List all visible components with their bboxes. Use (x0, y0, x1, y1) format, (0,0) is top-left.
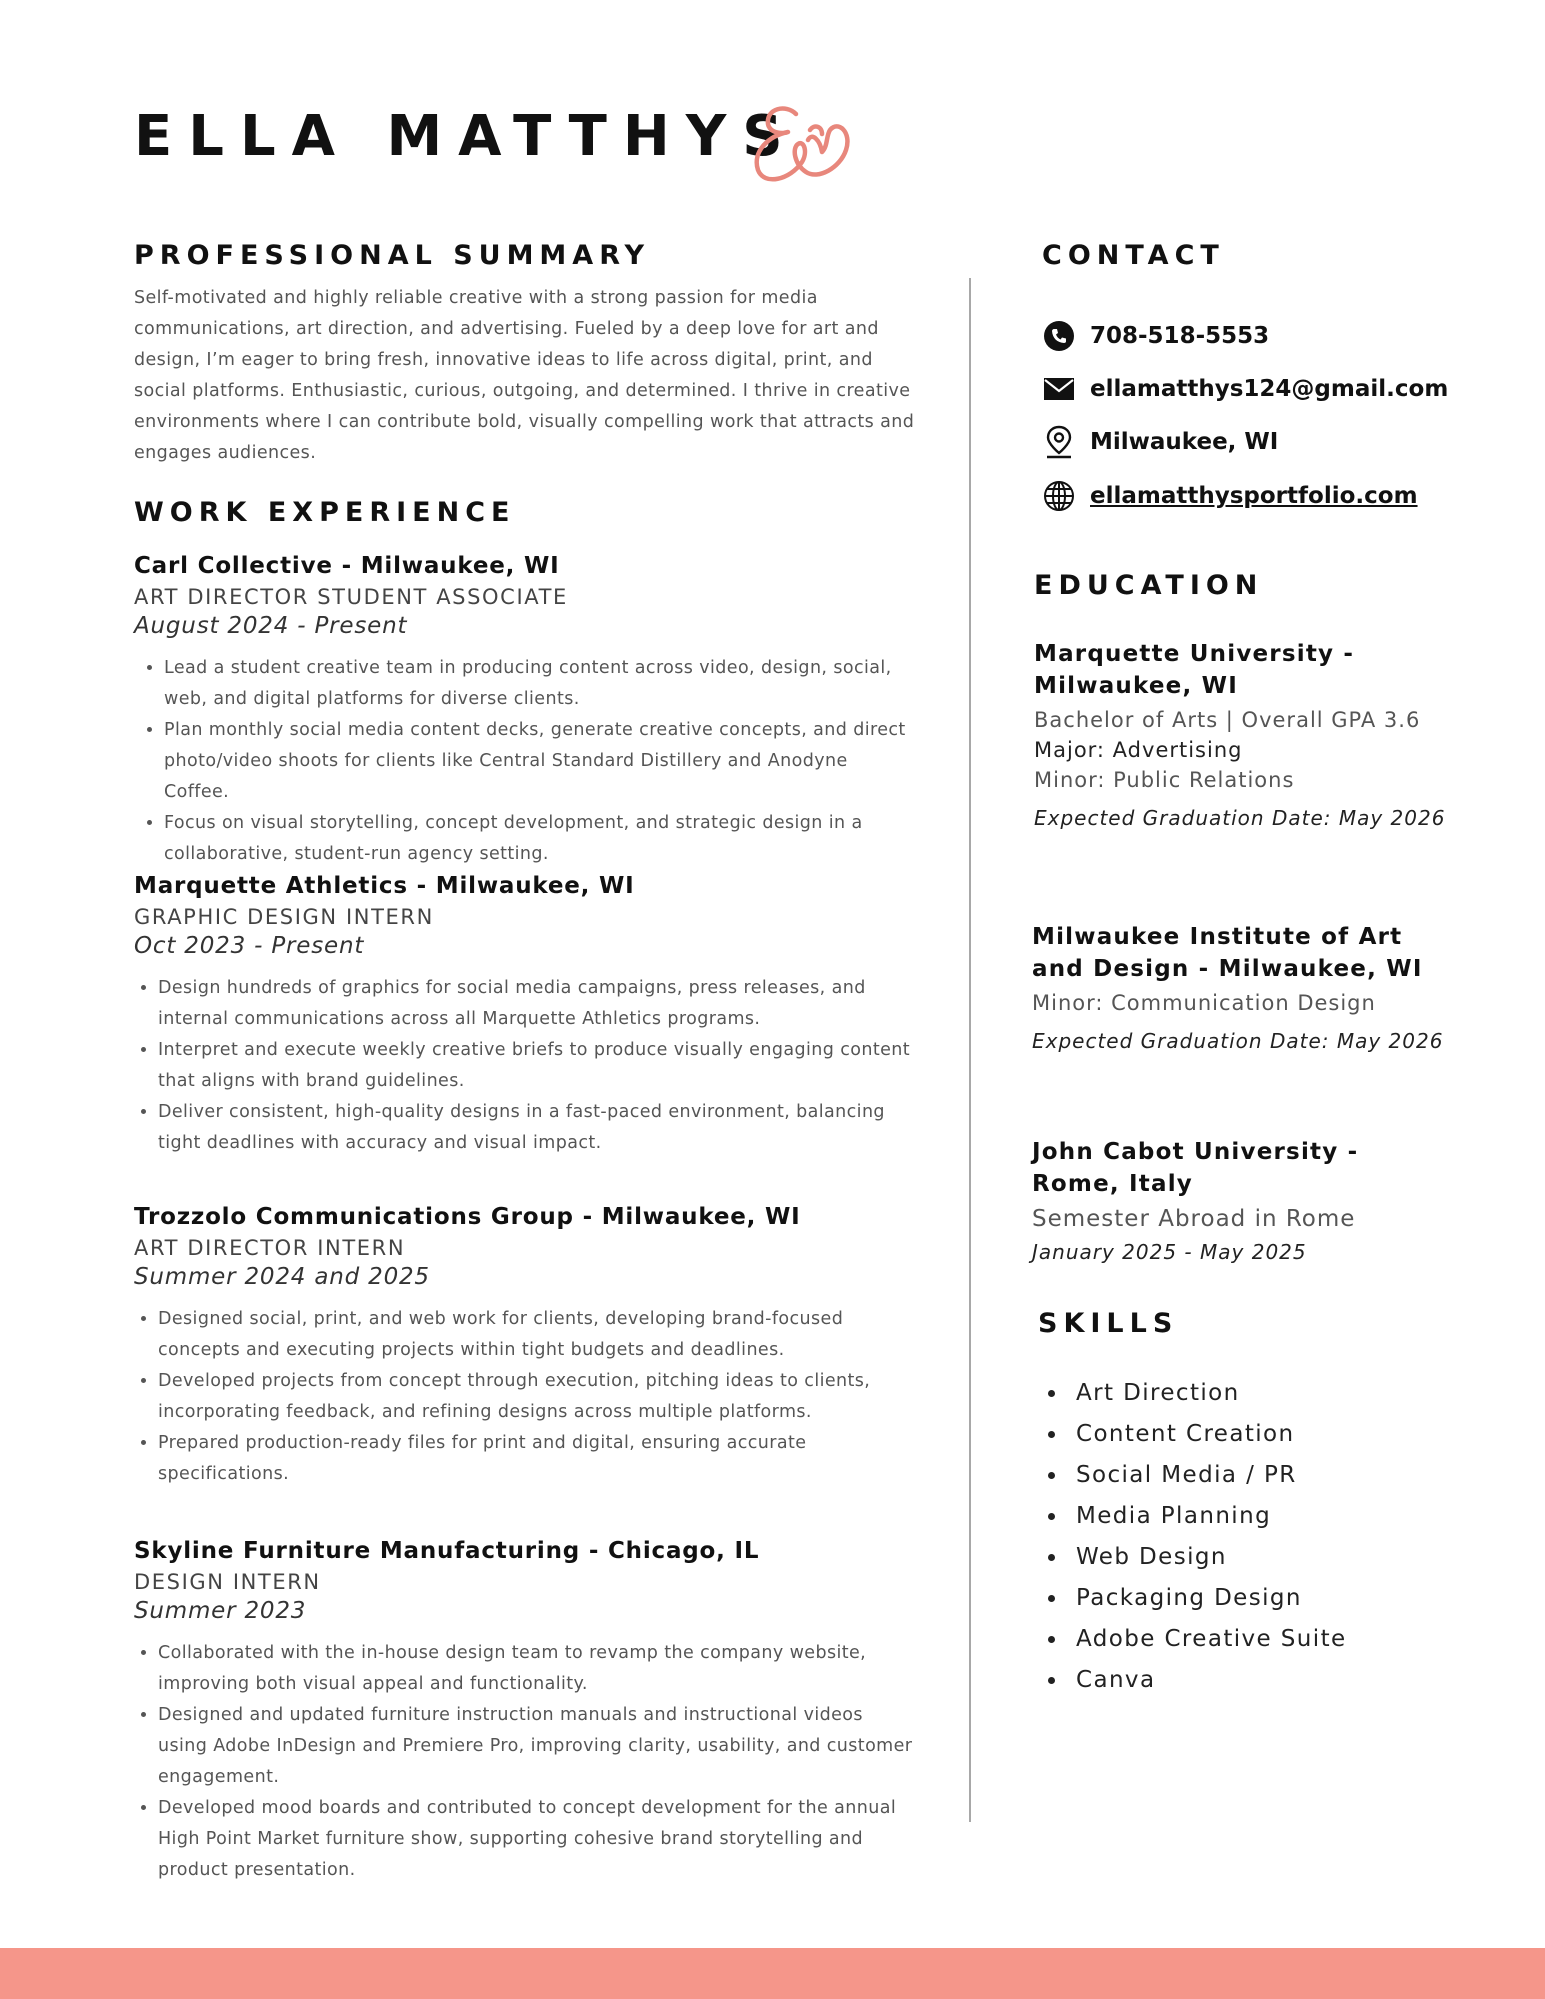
job-date: Summer 2024 and 2025 (134, 1264, 430, 1290)
summary-heading: PROFESSIONAL SUMMARY (134, 240, 651, 271)
contact-website (1042, 478, 1418, 514)
job-bullet: • Collaborated with the in-house design team to revamp the company website, improving both visual appeal and functionality. (158, 1638, 914, 1700)
education-entry (1032, 1136, 1452, 1271)
skill-item: • Adobe Creative Suite (1068, 1619, 1347, 1660)
school-date: Expected Graduation Date: May 2026 (1034, 806, 1446, 830)
job-bullets (134, 1304, 914, 1490)
phone-icon (1042, 319, 1076, 353)
skill-item: • Media Planning (1068, 1496, 1347, 1537)
job-bullet: • Designed social, print, and web work for clients, developing brand-focused concepts and executing projects within tight budgets and deadlines. (158, 1304, 914, 1366)
skill-item: • Web Design (1068, 1537, 1347, 1578)
skills-heading: SKILLS (1038, 1308, 1179, 1339)
globe-icon (1042, 479, 1076, 513)
job-bullets (134, 653, 914, 870)
job-title: GRAPHIC DESIGN INTERN (134, 905, 434, 929)
email-link[interactable]: ellamatthys124@gmail.com (1090, 376, 1449, 402)
contact-email (1042, 371, 1448, 407)
job-entry (134, 873, 914, 1159)
job-date: Summer 2023 (134, 1598, 307, 1624)
education-heading: EDUCATION (1034, 570, 1264, 601)
column-divider (969, 278, 971, 1822)
contact-location (1042, 424, 1278, 460)
school-name: Milwaukee Institute of Art and Design - Milwaukee, WI (1032, 924, 1423, 982)
school-name: Marquette University - Milwaukee, WI (1034, 641, 1355, 699)
skill-item: • Content Creation (1068, 1414, 1347, 1455)
job-entry (134, 1538, 914, 1886)
skill-item: • Art Direction (1068, 1373, 1347, 1414)
school-name: John Cabot University - Rome, Italy (1032, 1139, 1359, 1197)
website-link[interactable]: ellamatthysportfolio.com (1090, 483, 1418, 509)
school-major: Major: Advertising (1034, 738, 1243, 762)
job-company: Skyline Furniture Manufacturing - Chicago, IL (134, 1538, 760, 1564)
job-title: DESIGN INTERN (134, 1570, 321, 1594)
phone-number: 708-518-5553 (1090, 323, 1270, 349)
education-entry (1032, 921, 1452, 1060)
job-bullet: • Developed mood boards and contributed to concept development for the annual High Point Market furniture show, supporting cohesive brand storytelling and product presentation. (158, 1793, 914, 1886)
job-bullets (134, 1638, 914, 1886)
job-bullet: • Deliver consistent, high-quality designs in a fast-paced environment, balancing tight deadlines with accuracy and visual impact. (158, 1097, 914, 1159)
job-company: Trozzolo Communications Group - Milwaukee, WI (134, 1204, 801, 1230)
job-bullet: • Focus on visual storytelling, concept development, and strategic design in a collaborative, student-run agency setting. (164, 808, 914, 870)
skill-item: • Social Media / PR (1068, 1455, 1347, 1496)
job-bullet: • Plan monthly social media content decks, generate creative concepts, and direct photo/video shoots for clients like Central Standard Distillery and Anodyne Coffee. (164, 715, 914, 808)
school-degree: Bachelor of Arts | Overall GPA 3.6 (1034, 708, 1421, 732)
job-entry (134, 1204, 914, 1490)
summary-text: Self-motivated and highly reliable creative with a strong passion for media communications, art direction, and advertising. Fueled by a deep love for art and design, I’m eager to bring fresh, innovative ideas to life across digital, print, and social platforms. Enthusiastic, curious, outgoing, and determined. I thrive in creative environments where I can contribute bold, visually compelling work that attracts and engages audiences. (134, 288, 915, 463)
skills-list (1042, 1373, 1347, 1701)
em-monogram-icon (748, 100, 854, 194)
job-company: Marquette Athletics - Milwaukee, WI (134, 873, 635, 899)
school-date: January 2025 - May 2025 (1032, 1240, 1307, 1264)
location-text: Milwaukee, WI (1090, 429, 1279, 455)
footer-band (0, 1948, 1545, 1999)
job-bullets (134, 973, 914, 1159)
envelope-icon (1042, 372, 1076, 406)
contact-heading: CONTACT (1042, 240, 1225, 271)
job-bullet: • Developed projects from concept through execution, pitching ideas to clients, incorporating feedback, and refining designs across multiple platforms. (158, 1366, 914, 1428)
candidate-name: ELLA MATTHYS (134, 104, 799, 169)
experience-heading: WORK EXPERIENCE (134, 497, 516, 528)
school-program: Semester Abroad in Rome (1032, 1206, 1356, 1232)
skill-item: • Canva (1068, 1660, 1347, 1701)
job-bullet: • Interpret and execute weekly creative briefs to produce visually engaging content that aligns with brand guidelines. (158, 1035, 914, 1097)
job-bullet: • Lead a student creative team in producing content across video, design, social, web, and digital platforms for diverse clients. (164, 653, 914, 715)
contact-phone (1042, 318, 1269, 354)
education-entry (1034, 638, 1454, 837)
school-date: Expected Graduation Date: May 2026 (1032, 1029, 1444, 1053)
school-minor: Minor: Communication Design (1032, 991, 1376, 1015)
school-minor: Minor: Public Relations (1034, 768, 1295, 792)
job-bullet: • Prepared production-ready files for print and digital, ensuring accurate specifications. (158, 1428, 914, 1490)
job-date: Oct 2023 - Present (134, 933, 365, 959)
job-bullet: • Designed and updated furniture instruction manuals and instructional videos using Adobe InDesign and Premiere Pro, improving clarity, usability, and customer engagement. (158, 1700, 914, 1793)
job-title: ART DIRECTOR STUDENT ASSOCIATE (134, 585, 568, 609)
map-pin-icon (1042, 425, 1076, 459)
skill-item: • Packaging Design (1068, 1578, 1347, 1619)
job-entry (134, 553, 914, 870)
job-company: Carl Collective - Milwaukee, WI (134, 553, 560, 579)
job-title: ART DIRECTOR INTERN (134, 1236, 406, 1260)
job-bullet: • Design hundreds of graphics for social media campaigns, press releases, and internal communications across all Marquette Athletics programs. (158, 973, 914, 1035)
job-date: August 2024 - Present (134, 613, 408, 639)
